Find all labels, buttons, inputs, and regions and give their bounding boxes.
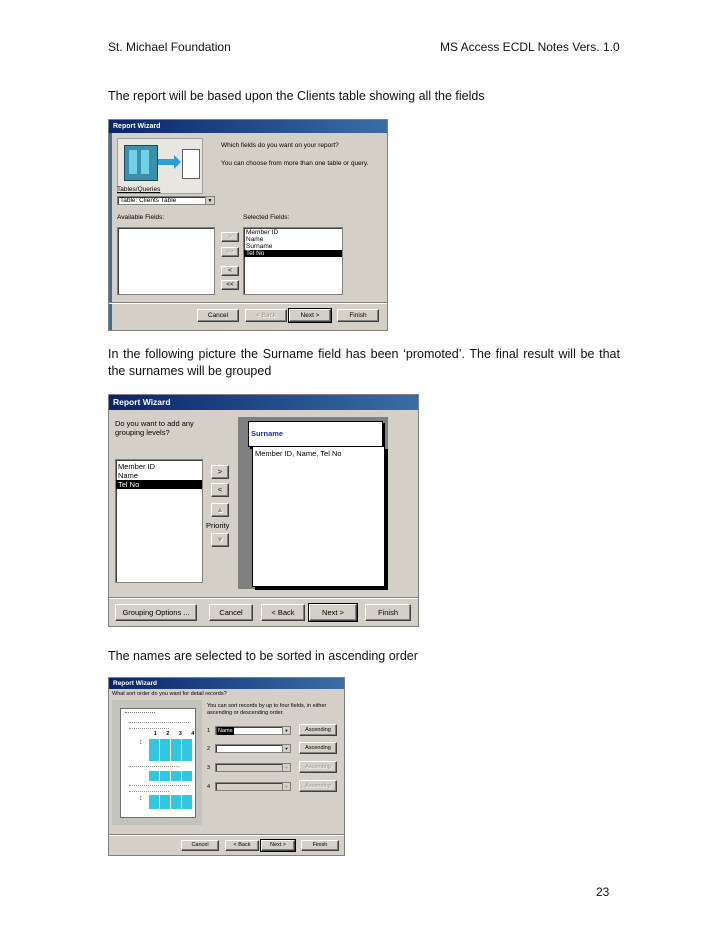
sort-field-select-3[interactable]: [215, 763, 291, 772]
finish-button[interactable]: Finish: [301, 840, 339, 851]
list-item-selected[interactable]: Tel No: [244, 250, 342, 257]
chevron-down-icon[interactable]: ▼: [282, 783, 290, 790]
report-wizard-field-selection: [108, 119, 388, 331]
add-field-button[interactable]: >: [221, 232, 239, 242]
chevron-down-icon[interactable]: ▼: [282, 764, 290, 771]
dialog-title: Report Wizard: [109, 395, 418, 410]
arrow-right-icon: [158, 159, 174, 165]
cancel-button[interactable]: Cancel: [197, 309, 239, 322]
sort-row-number: 2: [207, 746, 211, 752]
add-grouping-button[interactable]: >: [211, 465, 229, 479]
grouping-preview: [238, 417, 388, 589]
back-button[interactable]: < Back: [245, 309, 287, 322]
priority-label: Priority: [206, 521, 230, 530]
list-item[interactable]: Member ID: [118, 462, 156, 471]
column-number: 4: [191, 731, 195, 737]
question-text: Which fields do you want on your report?: [221, 142, 339, 149]
sort-order-button-2[interactable]: Ascending: [299, 742, 337, 754]
hint-text: You can choose from more than one table or query.: [221, 160, 369, 167]
group-detail-label: Member ID, Name, Tel No: [255, 449, 342, 458]
sort-order-button-1[interactable]: Ascending: [299, 724, 337, 736]
source-table-icon: [124, 145, 158, 181]
sort-preview: [112, 700, 202, 825]
tables-queries-value: Table: Clients Table: [120, 197, 177, 204]
paragraph-1: The report will be based upon the Clients table showing all the fields: [108, 89, 485, 103]
cancel-button[interactable]: Cancel: [209, 604, 253, 621]
column-number: 3: [178, 731, 182, 737]
chevron-down-icon[interactable]: ▼: [205, 197, 214, 204]
preview-cells: [149, 739, 193, 761]
paragraph-3: The names are selected to be sorted in ascending order: [108, 649, 418, 663]
grouping-fields-list[interactable]: [115, 459, 203, 583]
question-text: Do you want to add any grouping levels?: [115, 419, 194, 437]
divider: [109, 302, 387, 304]
divider: [109, 834, 344, 836]
dialog-title: Report Wizard: [109, 120, 387, 133]
list-item[interactable]: Name: [246, 236, 264, 243]
priority-down-button[interactable]: [211, 533, 229, 547]
report-wizard-sort-order: [108, 677, 345, 856]
sort-row-number: 3: [207, 765, 211, 771]
next-button[interactable]: Next >: [309, 604, 357, 621]
arrow-down-icon: ▼: [216, 535, 224, 544]
chevron-down-icon[interactable]: ▼: [282, 745, 290, 752]
sort-field-value: Name: [218, 728, 233, 734]
report-wizard-grouping: [108, 394, 419, 627]
selected-fields-label: Selected Fields:: [243, 214, 290, 221]
arrow-up-icon: ▲: [216, 505, 224, 514]
sort-order-button-4[interactable]: Ascending: [299, 780, 337, 792]
available-fields-list[interactable]: [117, 227, 215, 295]
remove-all-fields-button[interactable]: <<: [221, 280, 239, 290]
chevron-down-icon[interactable]: ▼: [282, 727, 290, 734]
remove-grouping-button[interactable]: <: [211, 483, 229, 497]
list-item[interactable]: Member ID: [246, 229, 279, 236]
sort-arrow-icon: ↕: [139, 795, 143, 802]
preview-cells: [149, 795, 193, 809]
question-text: What sort order do you want for detail records?: [112, 691, 227, 697]
next-button[interactable]: Next >: [289, 309, 331, 322]
preview-column-headers: [149, 731, 199, 737]
back-button[interactable]: < Back: [261, 604, 305, 621]
list-item[interactable]: Name: [118, 471, 139, 480]
selected-fields-list[interactable]: [243, 227, 343, 295]
sort-arrow-icon: ↕: [139, 739, 143, 746]
list-item-selected[interactable]: Tel No: [116, 480, 202, 489]
paragraph-2: In the following picture the Surname field has been ‘promoted’. The final result will be that the surnames will be grouped: [108, 347, 620, 378]
group-detail-box: [252, 446, 385, 587]
group-header-box: [248, 421, 383, 447]
list-item[interactable]: Surname: [246, 243, 273, 250]
header-organization: St. Michael Foundation: [108, 40, 231, 54]
sort-order-button-3[interactable]: Ascending: [299, 761, 337, 773]
preview-page: [120, 708, 196, 818]
dialog-title: Report Wizard: [109, 678, 344, 689]
sort-field-select-4[interactable]: [215, 782, 291, 791]
group-header-label: Surname: [251, 429, 284, 438]
finish-button[interactable]: Finish: [337, 309, 379, 322]
finish-button[interactable]: Finish: [365, 604, 411, 621]
available-fields-label: Available Fields:: [117, 214, 165, 221]
back-button[interactable]: < Back: [225, 840, 259, 851]
tables-queries-select[interactable]: [117, 196, 215, 205]
cancel-button[interactable]: Cancel: [181, 840, 219, 851]
page-number: 23: [596, 885, 610, 899]
report-page-icon: [182, 149, 200, 179]
priority-up-button[interactable]: [211, 503, 229, 517]
sort-field-select-1[interactable]: [215, 726, 291, 735]
sort-row-number: 1: [207, 728, 211, 734]
column-number: 2: [166, 731, 170, 737]
preview-cells: [149, 771, 193, 781]
sort-row-number: 4: [207, 784, 211, 790]
add-all-fields-button[interactable]: >>: [221, 247, 239, 257]
window-edge: [109, 133, 112, 330]
next-button[interactable]: Next >: [261, 840, 295, 851]
divider: [109, 597, 418, 599]
column-number: 1: [153, 731, 157, 737]
tables-queries-label: Tables/Queries: [117, 186, 161, 193]
header-document-title: MS Access ECDL Notes Vers. 1.0: [440, 40, 620, 54]
grouping-options-button[interactable]: Grouping Options ...: [115, 604, 197, 621]
remove-field-button[interactable]: <: [221, 266, 239, 276]
hint-text: You can sort records by up to four fields, in either ascending or descending order.: [207, 703, 327, 716]
sort-field-select-2[interactable]: [215, 744, 291, 753]
